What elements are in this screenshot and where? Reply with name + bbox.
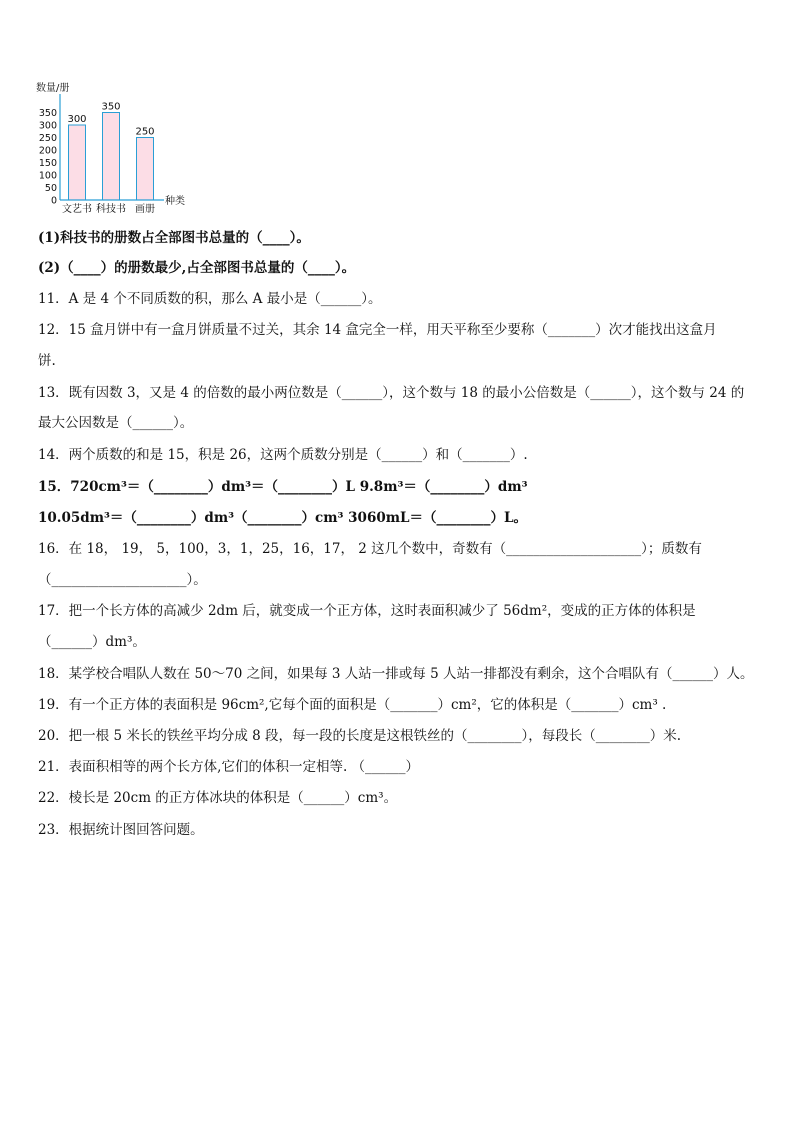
y-axis-label: 数量/册 [36,83,70,94]
question-15-cont: 10.05dm³＝（________）dm³（________）cm³ 3060mL＝（________）L。 [38,510,528,526]
y-tick-label: 0 [50,195,57,207]
bar-value-label: 300 [67,114,87,125]
bar-value-label: 250 [135,126,155,138]
question-12-cont: 饼. [38,353,56,369]
x-category-label: 科技书 [96,204,126,215]
question-23: 23．根据统计图回答问题。 [38,822,204,838]
question-14: 14．两个质数的和是 15，积是 26，这两个质数分别是（______）和（_______）. [38,447,528,463]
line-2: (2)（____）的册数最少,占全部图书总量的（____）。 [38,260,356,276]
y-tick-label: 150 [38,158,57,169]
x-category-label: 画册 [135,204,155,215]
question-17-cont: （______）dm³。 [38,634,146,650]
question-16-cont: （____________________）。 [38,572,207,588]
question-16: 16．在 18， 19， 5，100，3，1，25，16，17， 2 这几个数中，奇数有（____________________）；质数有 [38,541,702,557]
x-category-label: 文艺书 [62,204,92,215]
y-tick-label: 200 [38,145,57,157]
question-12: 12．15 盒月饼中有一盒月饼质量不过关，其余 14 盒完全一样，用天平称至少要称（_______）次才能找出这盒月 [38,322,717,338]
y-tick-label: 50 [44,183,57,194]
question-18: 18．某学校合唱队人数在 50～70 之间，如果每 3 人站一排或每 5 人站一排都没有剩余，这个合唱队有（______）人。 [38,666,754,682]
question-21: 21．表面积相等的两个长方体,它们的体积一定相等. （______） [38,759,420,775]
y-tick-label: 100 [38,170,57,182]
question-13: 13．既有因数 3，又是 4 的倍数的最小两位数是（______），这个数与 18 的最小公倍数是（______），这个数与 24 的 [38,385,745,401]
bar-2 [103,113,120,201]
y-tick-label: 350 [38,108,57,119]
line-1: (1)科技书的册数占全部图书总量的（____）。 [38,230,310,246]
question-19: 19．有一个正方体的表面积是 96cm²,它每个面的面积是（_______）cm²，它的体积是（_______）cm³ . [38,697,667,713]
y-tick-label: 250 [38,133,57,144]
question-17: 17．把一个长方体的高减少 2dm 后，就变成一个正方体，这时表面积减少了 56dm²，变成的正方体的体积是 [38,603,696,619]
x-axis-label: 种类 [165,196,185,207]
question-20: 20．把一根 5 米长的铁丝平均分成 8 段，每一段的长度是这根铁丝的（________），每段长（________）米. [38,728,682,744]
y-tick-label: 300 [38,120,57,132]
question-13-cont: 最大公因数是（______）。 [38,415,194,431]
bar-value-label: 350 [101,101,121,113]
question-15: 15．720cm³＝（________）dm³＝（________）L 9.8m³＝（________）dm³ [38,479,528,495]
bar-chart [34,80,204,220]
bar-3 [137,138,154,201]
question-11: 11．A 是 4 个不同质数的积，那么 A 最小是（______）。 [38,291,382,307]
bar-1 [69,125,86,200]
question-22: 22．棱长是 20cm 的正方体冰块的体积是（______）cm³。 [38,790,398,806]
